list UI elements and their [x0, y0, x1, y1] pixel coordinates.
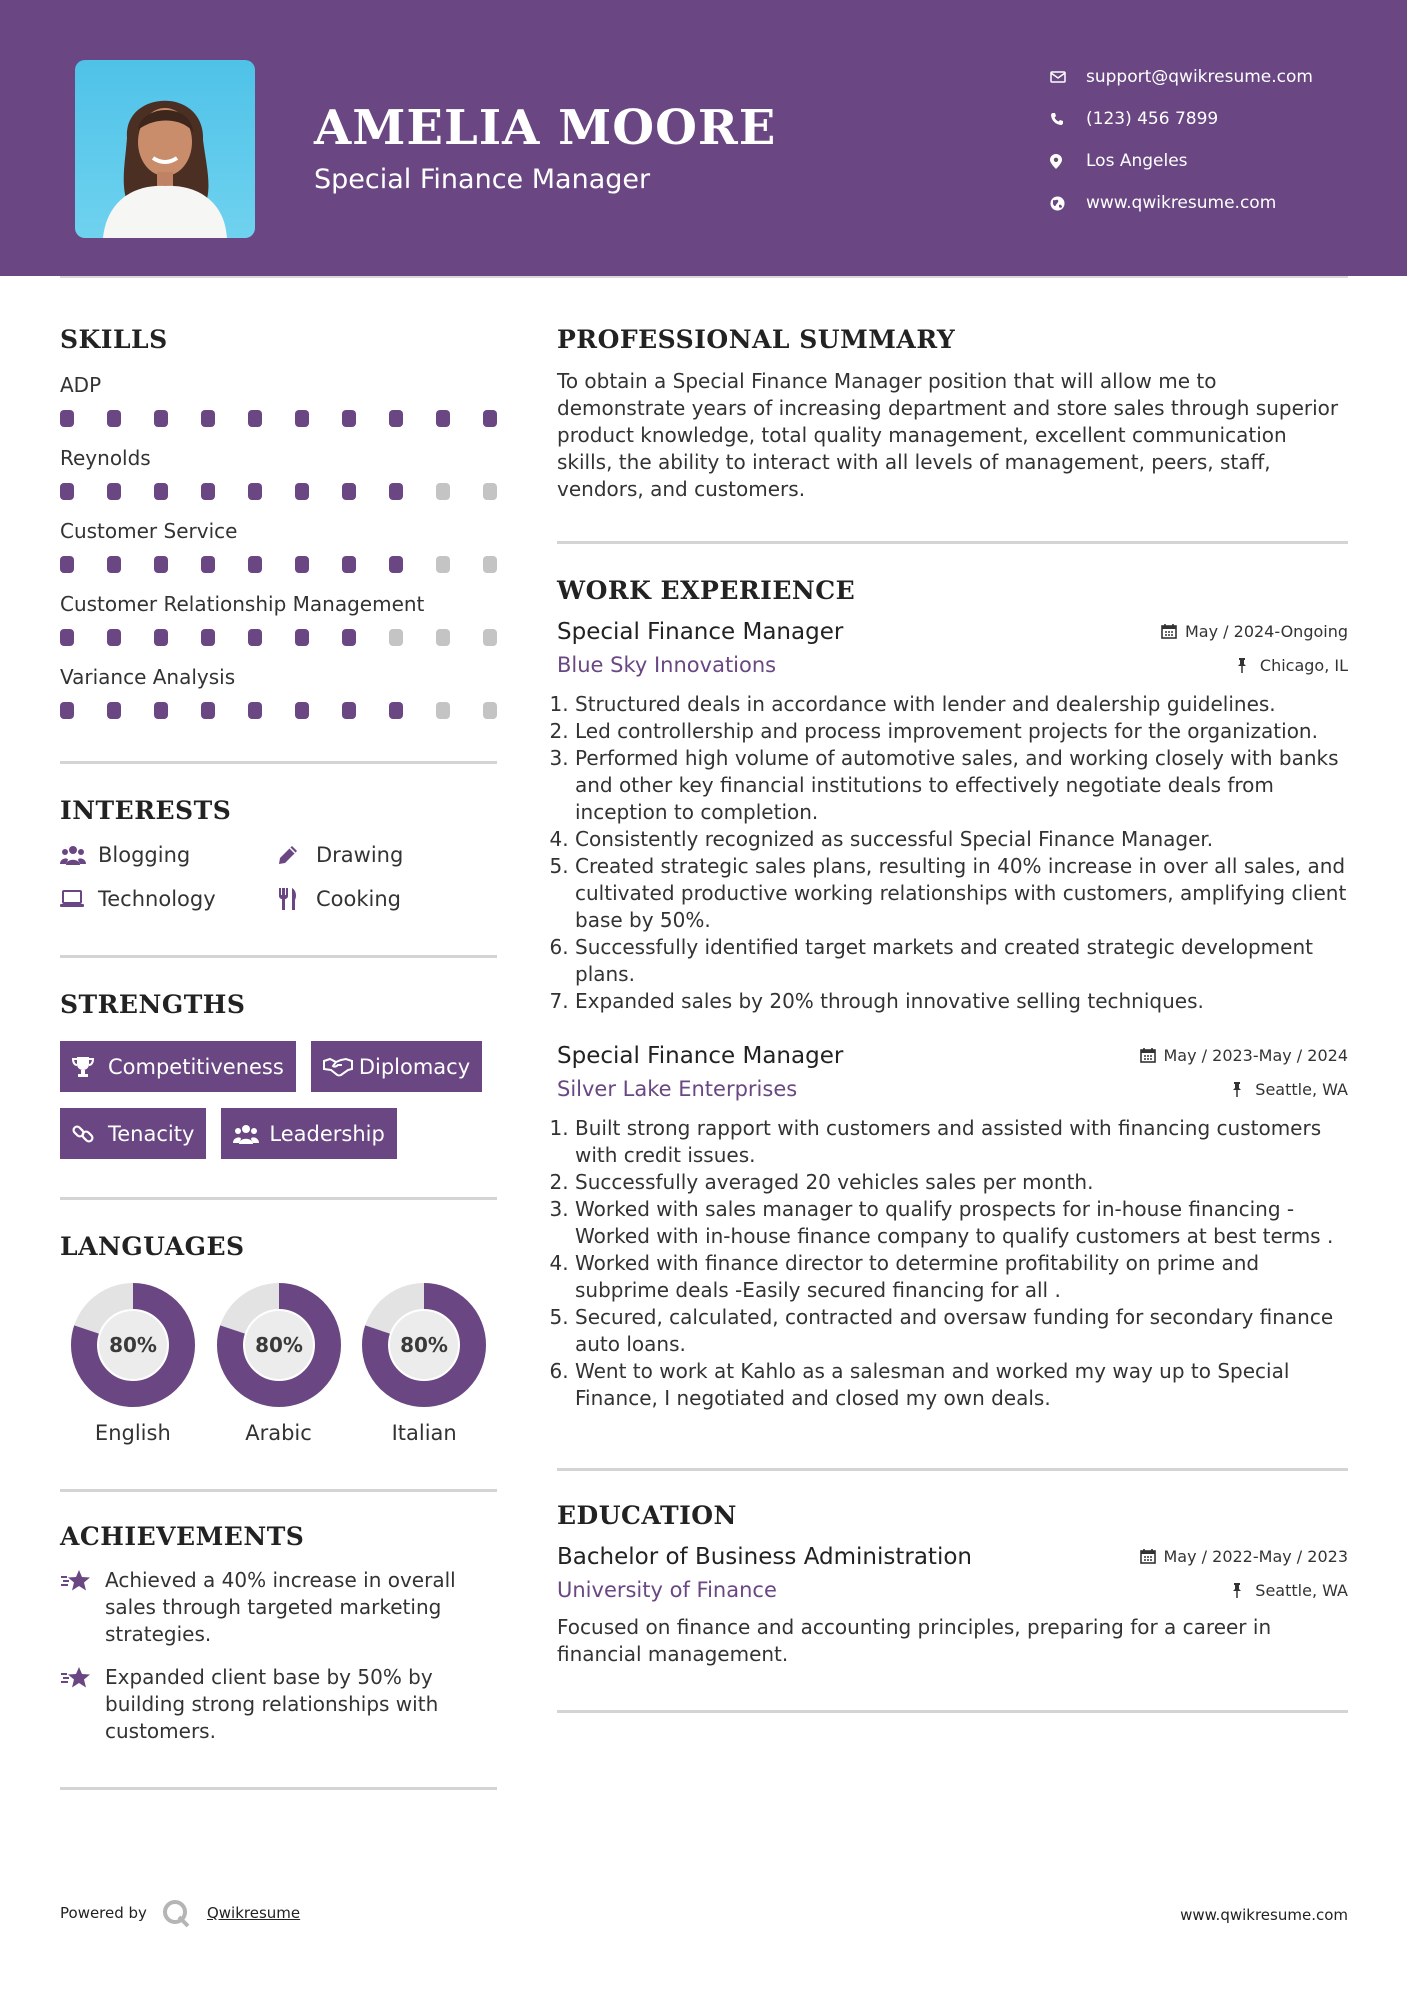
rating-dot-empty [436, 556, 450, 573]
achievements-list [60, 1567, 497, 1745]
section-divider [557, 1468, 1348, 1471]
skill-name: ADP [60, 373, 102, 397]
pencil-icon [278, 845, 316, 865]
language-item [351, 1283, 497, 1445]
star-icon [60, 1664, 105, 1745]
pin-icon [1231, 1082, 1255, 1097]
interest-item [60, 887, 278, 911]
contact-phone-text: (123) 456 7899 [1086, 109, 1219, 129]
language-proficiency-ring [362, 1283, 486, 1407]
duty-item: 5. Created strategic sales plans, resulting in 40% increase in over all sales, and cultivated productive working relationships with customers, amplifying client base by 50%. [575, 853, 1348, 934]
rating-dot-filled [342, 483, 356, 500]
job-dates-text: May / 2024-Ongoing [1185, 621, 1348, 641]
section-divider [60, 955, 497, 958]
rating-dot-filled [107, 410, 121, 427]
rating-dot-filled [60, 629, 74, 646]
duty-item: 5. Secured, calculated, contracted and oversaw funding for secondary finance auto loans. [575, 1304, 1348, 1358]
rating-dot-filled [389, 702, 403, 719]
education-location [1231, 1581, 1348, 1600]
languages-list [60, 1283, 497, 1445]
rating-dot-filled [295, 410, 309, 427]
language-percent: 80% [254, 1333, 303, 1357]
strength-label: Leadership [269, 1121, 385, 1146]
education-dates-text: May / 2022-May / 2023 [1163, 1546, 1348, 1566]
calendar-icon [1161, 623, 1185, 639]
rating-dot-empty [483, 483, 497, 500]
section-divider [60, 1489, 497, 1492]
company-name: Blue Sky Innovations [557, 653, 777, 677]
profile-photo [75, 60, 255, 238]
language-name: Italian [391, 1421, 457, 1445]
skills-list [60, 372, 497, 719]
duty-item: 1. Built strong rapport with customers and assisted with financing customers with credit issues. [575, 1115, 1348, 1169]
rating-dot-filled [342, 410, 356, 427]
skill-rating [60, 702, 497, 719]
job-title: Special Finance Manager [557, 1043, 844, 1069]
mail-icon [1050, 71, 1086, 83]
experience-title: WORK EXPERIENCE [557, 576, 856, 605]
contact-email-text: support@qwikresume.com [1086, 67, 1313, 87]
achievement-text: Achieved a 40% increase in overall sales through targeted marketing strategies. [105, 1568, 456, 1646]
language-percent: 80% [400, 1333, 449, 1357]
section-divider [60, 761, 497, 764]
job-location [1236, 656, 1348, 675]
rating-dot-filled [107, 483, 121, 500]
rating-dot-filled [295, 629, 309, 646]
rating-dot-filled [248, 702, 262, 719]
contact-email[interactable] [1050, 56, 1313, 98]
skill-item [60, 664, 497, 719]
job-location-text: Chicago, IL [1259, 655, 1348, 675]
qwikresume-link[interactable]: Qwikresume [206, 1904, 301, 1922]
duty-list [557, 1115, 1348, 1412]
duty-item: 2. Successfully averaged 20 vehicles sales per month. [575, 1169, 1348, 1196]
rating-dot-filled [248, 629, 262, 646]
link-icon [72, 1123, 108, 1145]
contact-phone[interactable] [1050, 98, 1313, 140]
language-proficiency-ring [217, 1283, 341, 1407]
interest-item [278, 843, 497, 867]
skill-rating [60, 629, 497, 646]
rating-dot-empty [436, 483, 450, 500]
calendar-icon [1140, 1047, 1164, 1063]
interests-list [60, 843, 497, 911]
duty-item: 3. Performed high volume of automotive sales, and working closely with banks and other key financial institutions to effectively negotiate deals from inception to completion. [575, 745, 1348, 826]
rating-dot-filled [154, 629, 168, 646]
strength-tag [311, 1041, 482, 1092]
rating-dot-filled [295, 556, 309, 573]
skill-item [60, 518, 497, 573]
language-name: English [94, 1421, 171, 1445]
resume-header [0, 0, 1407, 276]
rating-dot-filled [201, 410, 215, 427]
job-entry [557, 1043, 1348, 1412]
rating-dot-filled [60, 483, 74, 500]
strength-label: Competitiveness [108, 1054, 284, 1079]
strengths-title: STRENGTHS [60, 990, 246, 1019]
powered-by-label: Powered by [60, 1904, 147, 1922]
candidate-name: AMELIA MOORE [314, 100, 777, 156]
rating-dot-filled [107, 702, 121, 719]
rating-dot-filled [436, 410, 450, 427]
duty-item: 2. Led controllership and process improvement projects for the organization. [575, 718, 1348, 745]
school-name: University of Finance [557, 1578, 777, 1602]
summary-text: To obtain a Special Finance Manager position that will allow me to demonstrate years of increasing department and store sales through superior product knowledge, total quality management, excellent communication skills, the ability to interact with all levels of management, peers, staff, vendors, and customers. [557, 369, 1339, 501]
rating-dot-filled [483, 410, 497, 427]
rating-dot-empty [389, 629, 403, 646]
rating-dot-filled [201, 629, 215, 646]
left-column [60, 325, 497, 1790]
rating-dot-filled [295, 483, 309, 500]
trophy-icon [72, 1056, 108, 1078]
interest-label: Technology [98, 887, 216, 911]
rating-dot-empty [483, 702, 497, 719]
skill-name: Customer Service [60, 519, 238, 543]
utensils-icon [278, 888, 316, 910]
section-divider [60, 1197, 497, 1200]
contact-website[interactable] [1050, 182, 1313, 224]
section-divider [557, 1710, 1348, 1713]
rating-dot-filled [154, 556, 168, 573]
contact-location [1050, 140, 1313, 182]
rating-dot-empty [483, 556, 497, 573]
education-dates [1140, 1547, 1349, 1566]
strength-tag [60, 1108, 206, 1159]
duty-list [557, 691, 1348, 1015]
rating-dot-filled [60, 410, 74, 427]
rating-dot-filled [201, 483, 215, 500]
skill-item [60, 445, 497, 500]
job-dates-text: May / 2023-May / 2024 [1163, 1045, 1348, 1065]
rating-dot-filled [154, 483, 168, 500]
education-entry [557, 1544, 1348, 1668]
degree-title: Bachelor of Business Administration [557, 1544, 972, 1570]
calendar-icon [1140, 1548, 1164, 1564]
people-icon [233, 1124, 269, 1144]
duty-item: 6. Went to work at Kahlo as a salesman and worked my way up to Special Finance, I negotiated and closed my own deals. [575, 1358, 1348, 1412]
duty-item: 6. Successfully identified target markets and created strategic development plans. [575, 934, 1348, 988]
education-description: Focused on finance and accounting principles, preparing for a career in financial management. [557, 1615, 1272, 1666]
rating-dot-filled [201, 702, 215, 719]
language-item [206, 1283, 352, 1445]
rating-dot-filled [342, 629, 356, 646]
job-dates [1161, 622, 1348, 641]
footer-website[interactable]: www.qwikresume.com [1180, 1906, 1348, 1924]
strength-label: Tenacity [108, 1121, 195, 1146]
language-item [60, 1283, 206, 1445]
skill-item [60, 372, 497, 427]
rating-dot-filled [342, 702, 356, 719]
duty-item: 3. Worked with sales manager to qualify prospects for in-house financing - Worked with in-house finance company to qualify customers at best terms . [575, 1196, 1348, 1250]
candidate-role: Special Finance Manager [314, 164, 651, 195]
contact-location-text: Los Angeles [1086, 151, 1188, 171]
languages-title: LANGUAGES [60, 1232, 245, 1261]
phone-icon [1050, 112, 1086, 126]
strength-tag [221, 1108, 396, 1159]
skill-rating [60, 556, 497, 573]
rating-dot-filled [248, 410, 262, 427]
section-divider [557, 541, 1348, 544]
education-title: EDUCATION [557, 1501, 737, 1530]
rating-dot-filled [154, 702, 168, 719]
skill-rating [60, 410, 497, 427]
duty-item: 1. Structured deals in accordance with lender and dealership guidelines. [575, 691, 1348, 718]
job-location [1231, 1080, 1348, 1099]
contact-website-text: www.qwikresume.com [1086, 193, 1277, 213]
footer-powered-by [60, 1898, 300, 1928]
interest-item [278, 887, 497, 911]
pin-icon [1231, 1583, 1255, 1598]
rating-dot-filled [107, 556, 121, 573]
language-percent: 80% [108, 1333, 157, 1357]
rating-dot-filled [60, 556, 74, 573]
job-location-text: Seattle, WA [1255, 1079, 1348, 1099]
rating-dot-filled [389, 483, 403, 500]
duty-item: 7. Expanded sales by 20% through innovative selling techniques. [575, 988, 1348, 1015]
header-divider [60, 276, 1348, 278]
achievement-text: Expanded client base by 50% by building strong relationships with customers. [105, 1665, 439, 1743]
rating-dot-filled [60, 702, 74, 719]
contact-list [1050, 56, 1313, 224]
skill-name: Reynolds [60, 446, 151, 470]
people-icon [60, 845, 98, 865]
qwikresume-logo-icon [161, 1898, 191, 1928]
rating-dot-filled [248, 556, 262, 573]
rating-dot-filled [342, 556, 356, 573]
rating-dot-filled [107, 629, 121, 646]
achievement-item [60, 1664, 497, 1745]
right-column [557, 325, 1348, 1713]
star-icon [60, 1567, 105, 1648]
interest-label: Cooking [316, 887, 401, 911]
skill-name: Variance Analysis [60, 665, 236, 689]
rating-dot-filled [295, 702, 309, 719]
interest-label: Blogging [98, 843, 191, 867]
job-dates [1140, 1046, 1349, 1065]
skill-item [60, 591, 497, 646]
rating-dot-filled [389, 556, 403, 573]
skills-title: SKILLS [60, 325, 168, 354]
summary-title: PROFESSIONAL SUMMARY [557, 325, 956, 354]
achievements-title: ACHIEVEMENTS [60, 1522, 305, 1551]
job-entry [557, 619, 1348, 1015]
rating-dot-empty [436, 702, 450, 719]
laptop-icon [60, 890, 98, 908]
rating-dot-empty [436, 629, 450, 646]
duty-item: 4. Worked with finance director to determine profitability on prime and subprime deals -Easily secured financing for all . [575, 1250, 1348, 1304]
company-name: Silver Lake Enterprises [557, 1077, 798, 1101]
globe-icon [1050, 196, 1086, 211]
achievement-item [60, 1567, 497, 1648]
strength-label: Diplomacy [358, 1054, 471, 1079]
handshake-icon [323, 1057, 359, 1077]
section-divider [60, 1787, 497, 1790]
skill-rating [60, 483, 497, 500]
map-pin-icon [1050, 154, 1086, 169]
rating-dot-filled [248, 483, 262, 500]
education-location-text: Seattle, WA [1255, 1580, 1348, 1600]
skill-name: Customer Relationship Management [60, 592, 425, 616]
language-name: Arabic [245, 1421, 312, 1445]
interest-label: Drawing [316, 843, 404, 867]
rating-dot-filled [154, 410, 168, 427]
language-proficiency-ring [71, 1283, 195, 1407]
strengths-list [60, 1041, 497, 1159]
rating-dot-filled [389, 410, 403, 427]
interest-item [60, 843, 278, 867]
interests-title: INTERESTS [60, 796, 232, 825]
duty-item: 4. Consistently recognized as successful Special Finance Manager. [575, 826, 1348, 853]
pin-icon [1236, 658, 1260, 673]
rating-dot-filled [201, 556, 215, 573]
rating-dot-empty [483, 629, 497, 646]
strength-tag [60, 1041, 296, 1092]
job-title: Special Finance Manager [557, 619, 844, 645]
